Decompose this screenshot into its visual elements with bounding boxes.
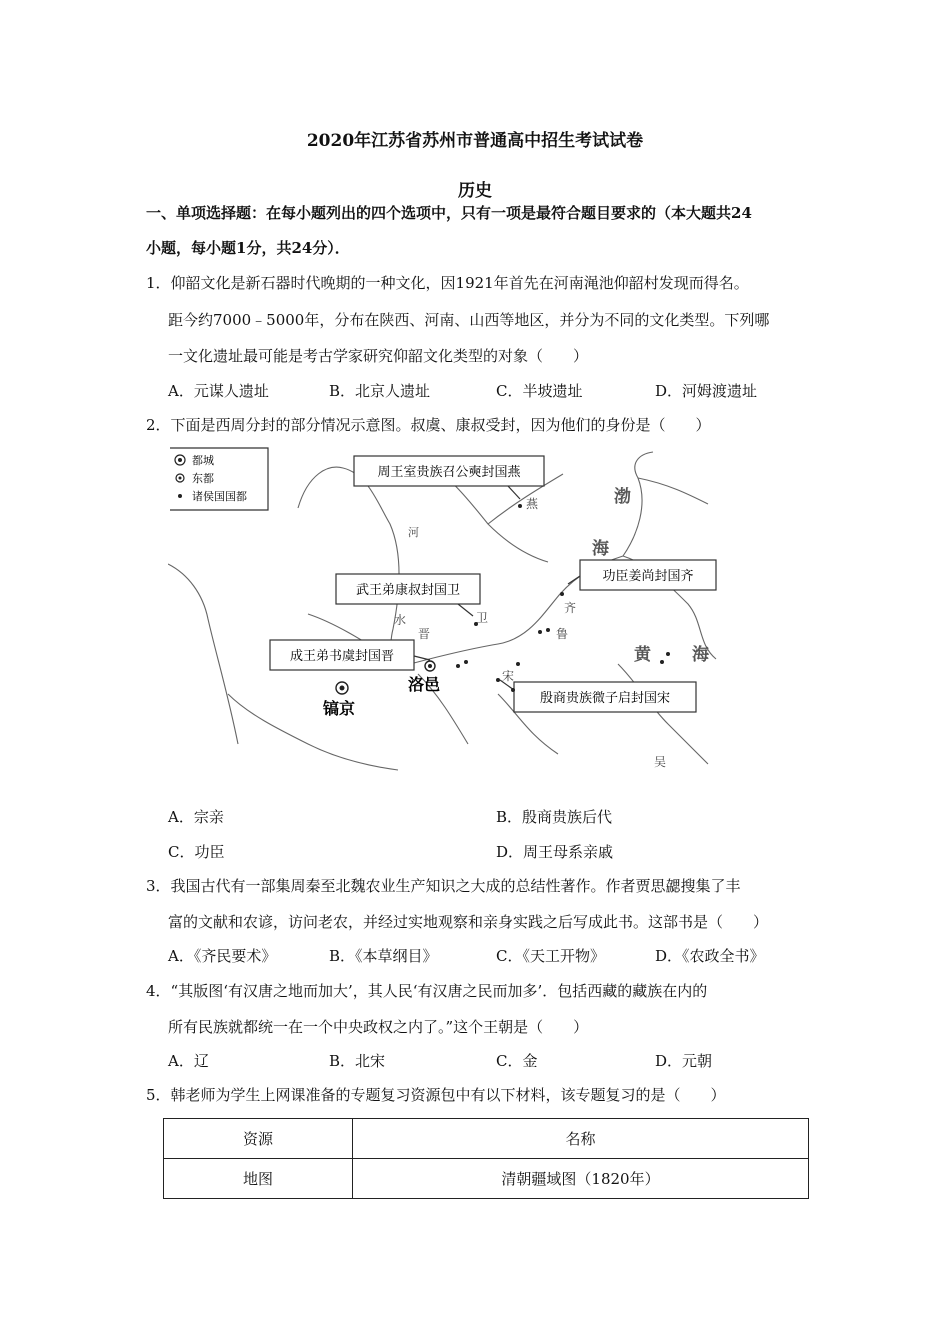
capital-legend-icon — [175, 455, 185, 465]
section-heading-line2: 小题，每小题1分，共24分）． — [146, 239, 350, 257]
sea-bo: 渤 — [614, 487, 631, 507]
q3-line1: 3．我国古代有一部集周秦至北魏农业生产知识之大成的总结性著作。作者贾思勰搜集了丰 — [146, 877, 741, 895]
resource-table — [163, 1118, 809, 1199]
q3-option-d[interactable]: D．《农政全书》 — [655, 947, 765, 965]
map-legend — [170, 448, 268, 510]
luoyi-capital-icon — [425, 661, 435, 671]
place-haojing: 镐京 — [323, 699, 356, 718]
q4-line2: 所有民族就都统一在一个中央政权之内了。”这个王朝是（ ） — [168, 1018, 589, 1036]
q2-line1: 2．下面是西周分封的部分情况示意图。叔虞、康叔受封，因为他们的身份是（ ） — [146, 416, 711, 434]
callout-jin — [270, 640, 430, 670]
callout-jin-text: 成王弟书虞封国晋 — [289, 649, 395, 664]
western-zhou-enfeoffment-map — [168, 444, 720, 774]
q4-option-a[interactable]: A．辽 — [168, 1052, 209, 1070]
q2-option-d[interactable]: D．周王母系亲戚 — [496, 843, 614, 861]
q2-option-b[interactable]: B．殷商贵族后代 — [496, 808, 613, 826]
river-shui-label: 水 — [394, 613, 407, 627]
vassal-capital-legend-icon — [178, 494, 182, 498]
table-row — [164, 1159, 809, 1199]
q4-option-d[interactable]: D．元朝 — [655, 1052, 713, 1070]
callout-yan — [354, 456, 544, 499]
place-luoyi: 洛邑 — [408, 675, 441, 694]
q3-option-c[interactable]: C．《天工开物》 — [496, 947, 605, 965]
place-qi: 齐 — [564, 601, 577, 615]
subject-title: 历史 — [458, 181, 492, 201]
q3-option-b[interactable]: B．《本草纲目》 — [329, 947, 438, 965]
q1-line3: 一文化遗址最可能是考古学家研究仰韶文化类型的对象（ ） — [168, 347, 589, 365]
exam-title: 2020年江苏省苏州市普通高中招生考试试卷 — [306, 131, 644, 151]
q3-line2: 富的文献和农谚，访问老农，并经过实地观察和亲身实践之后写成此书。这部书是（ ） — [168, 913, 769, 931]
legend-vassal-capital: 诸侯国国都 — [192, 490, 247, 503]
legend-eastern-capital: 东都 — [192, 472, 214, 485]
callout-wei — [336, 574, 480, 616]
table-header-row — [164, 1119, 809, 1159]
callout-qi — [568, 560, 716, 590]
q1-option-b[interactable]: B．北京人遗址 — [329, 382, 431, 400]
q4-line1: 4．“其版图‘有汉唐之地而加大’，其人民‘有汉唐之民而加多’．包括西藏的藏族在内的 — [146, 982, 708, 1000]
sea-hai-1: 海 — [592, 539, 609, 559]
river-he-label: 河 — [408, 526, 419, 539]
map-lines — [168, 452, 716, 770]
place-wu: 吴 — [654, 755, 667, 769]
place-wei: 卫 — [476, 611, 489, 625]
haojing-capital-icon — [336, 682, 348, 694]
callout-yan-text: 周王室贵族召公奭封国燕 — [377, 465, 521, 480]
place-song: 宋 — [502, 669, 515, 683]
q3-option-a[interactable]: A．《齐民要术》 — [168, 947, 277, 965]
callout-song — [500, 680, 696, 712]
q1-option-a[interactable]: A．元谋人遗址 — [168, 382, 269, 400]
q1-option-d[interactable]: D．河姆渡遗址 — [655, 382, 758, 400]
q4-option-c[interactable]: C．金 — [496, 1052, 538, 1070]
sea-hai-2: 海 — [692, 645, 709, 665]
table-cell-name: 清朝疆域图（1820年） — [353, 1159, 809, 1199]
table-header-name: 名称 — [353, 1119, 809, 1159]
place-lu: 鲁 — [556, 627, 569, 641]
q5-line1: 5．韩老师为学生上网课准备的专题复习资源包中有以下材料，该专题复习的是（ ） — [146, 1086, 726, 1104]
q1-line2: 距今约7000﹣5000年，分布在陕西、河南、山西等地区，并分为不同的文化类型。下列哪 — [168, 311, 770, 329]
section-heading-line1: 一、单项选择题：在每小题列出的四个选项中，只有一项是最符合题目要求的（本大题共24 — [146, 204, 752, 222]
table-cell-resource: 地图 — [164, 1159, 353, 1199]
q2-option-c[interactable]: C．功臣 — [168, 843, 225, 861]
callout-song-text: 殷商贵族微子启封国宋 — [539, 691, 671, 706]
eastern-capital-legend-icon — [176, 474, 184, 482]
table-header-resource: 资源 — [164, 1119, 353, 1159]
legend-capital: 都城 — [192, 454, 214, 467]
q1-line1: 1．仰韶文化是新石器时代晚期的一种文化，因1921年首先在河南渑池仰韶村发现而得名。 — [146, 274, 749, 292]
q1-option-c[interactable]: C．半坡遗址 — [496, 382, 583, 400]
callout-qi-text: 功臣姜尚封国齐 — [602, 569, 694, 584]
callout-wei-text: 武王弟康叔封国卫 — [355, 583, 461, 598]
q4-option-b[interactable]: B．北宋 — [329, 1052, 386, 1070]
sea-huang: 黄 — [634, 645, 651, 665]
place-yan: 燕 — [526, 497, 539, 511]
q2-option-a[interactable]: A．宗亲 — [168, 808, 224, 826]
place-jin: 晋 — [418, 627, 431, 641]
